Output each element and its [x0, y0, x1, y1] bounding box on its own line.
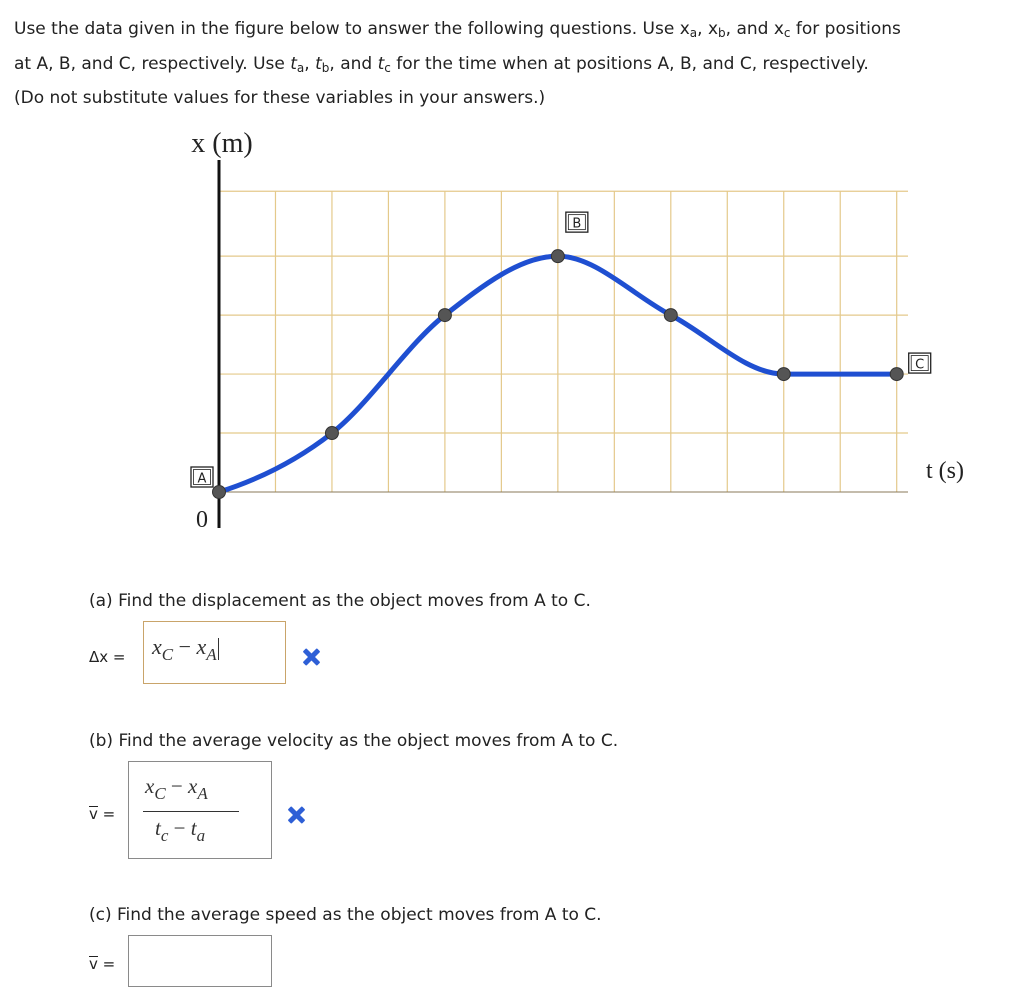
question-c: (c) Find the average speed as the object moves from A to C. — [89, 905, 602, 925]
average-velocity-label: v = — [89, 805, 116, 823]
position-time-graph — [0, 120, 1024, 540]
delta-x-label: Δx = — [89, 648, 126, 666]
problem-statement — [14, 12, 1014, 116]
data-point — [213, 486, 226, 499]
data-point — [664, 309, 677, 322]
question-b: (b) Find the average velocity as the object moves from A to C. — [89, 731, 619, 751]
question-a: (a) Find the displacement as the object moves from A to C. — [89, 591, 591, 611]
intro-line-1: Use the data given in the figure below to answer the following questions. Use $x_a$, $x_b$, and $x_c$ for positions — [14, 19, 901, 40]
point-label-b — [566, 212, 588, 232]
incorrect-x-icon — [302, 648, 320, 666]
data-point — [325, 427, 338, 440]
answer-input-b[interactable] — [128, 761, 272, 859]
data-point — [777, 368, 790, 381]
grid-lines — [219, 191, 908, 492]
label-text: C — [915, 357, 925, 373]
axes — [219, 160, 908, 528]
y-axis-label: x (m) — [191, 128, 253, 159]
origin-label: 0 — [196, 507, 208, 533]
answer-input-c[interactable] — [128, 935, 272, 987]
fraction-denominator: $t_c - t_a$ — [155, 816, 206, 845]
fraction-bar — [143, 811, 239, 812]
text-cursor — [218, 638, 219, 660]
data-point — [890, 368, 903, 381]
average-speed-label: v = — [89, 955, 116, 973]
fraction-numerator: $x_C - x_A$ — [145, 774, 208, 803]
point-label-c — [909, 353, 931, 373]
point-label-a — [191, 467, 213, 487]
intro-line-3: (Do not substitute values for these variables in your answers.) — [14, 88, 546, 108]
data-point — [438, 309, 451, 322]
label-text: B — [572, 216, 582, 232]
x-axis-label: t (s) — [926, 458, 964, 484]
data-point — [551, 250, 564, 263]
incorrect-x-icon — [287, 806, 305, 824]
label-text: A — [197, 471, 207, 487]
answer-input-a[interactable]: $x_C - x_A$ — [143, 621, 286, 684]
intro-line-2: at A, B, and C, respectively. Use $t_a$, $t_b$, and $t_c$ for the time when at positions A, B, and C, respectively. — [14, 53, 869, 75]
